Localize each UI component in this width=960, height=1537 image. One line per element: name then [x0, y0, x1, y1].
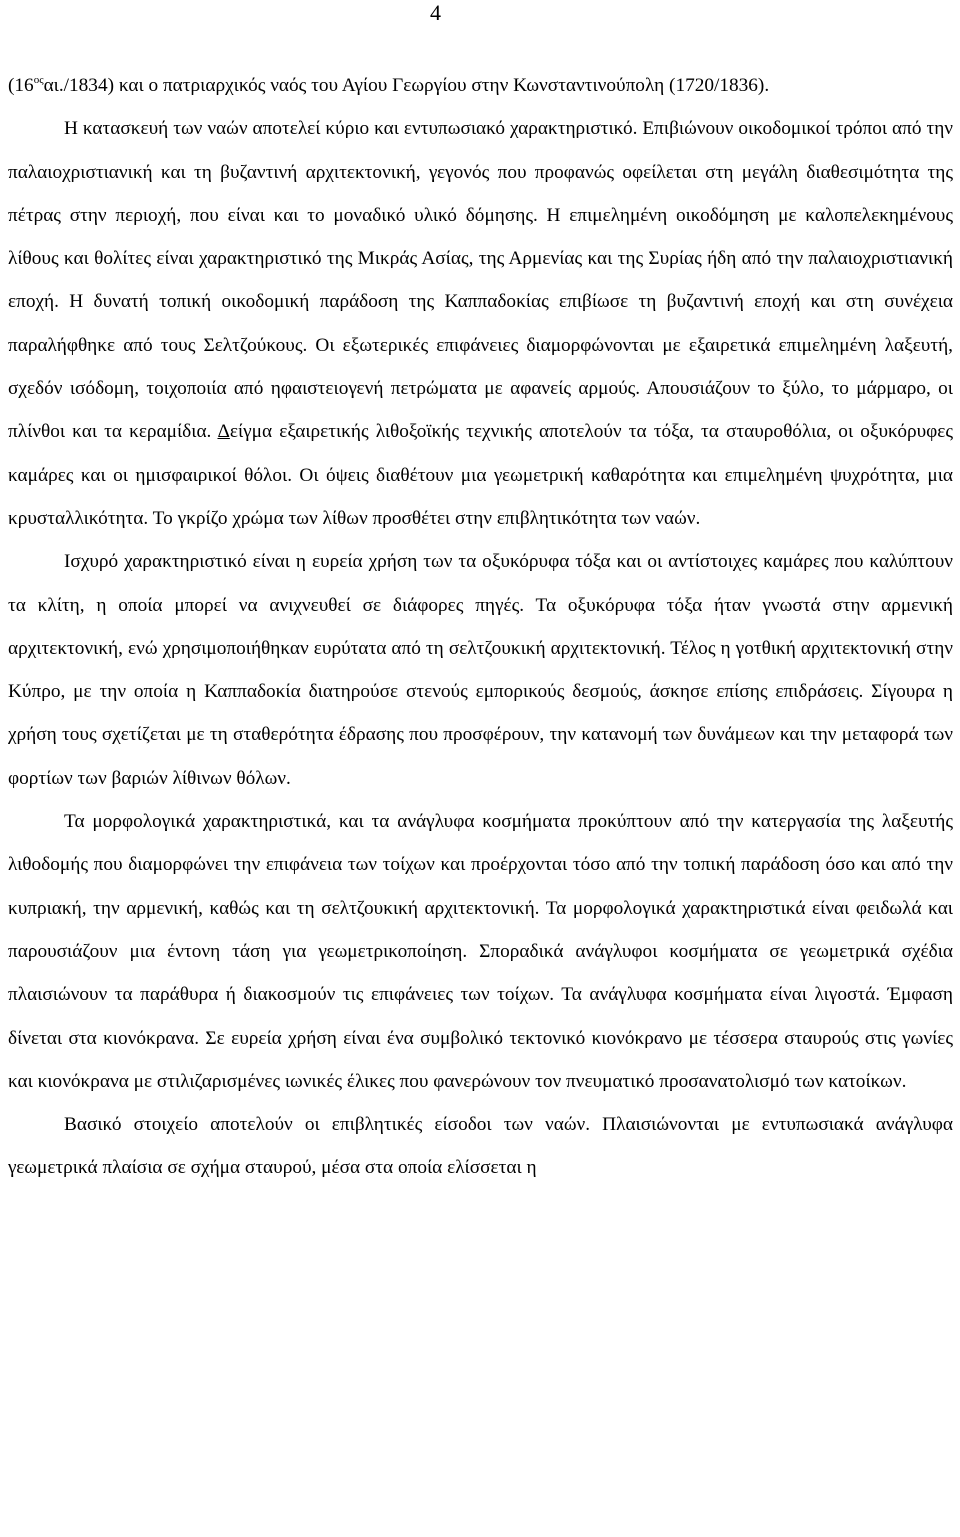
paragraph-2-text: Η κατασκευή των ναών αποτελεί κύριο και εντυπωσιακό χαρακτηριστικό. Επιβιώνουν οικοδομικοί τρόποι από την παλαιοχριστιανική και τη βυζαντινή αρχιτεκτονική, γεγονός που προφανώς οφείλεται στη μεγάλη διαθεσιμότητα της πέτρας στην περιοχή, που είναι και το μοναδικό υλικό δόμησης. Η επιμελημένη οικοδόμηση με καλοπελεκημένους λίθους και θολίτες είναι χαρακτηριστικό της Μικράς Ασίας, της Αρμενίας και της Συρίας ήδη από την παλαιοχριστιανική εποχή. Η δυνατή τοπική οικοδομική παράδοση της Καππαδοκίας επιβίωσε τη βυζαντινή εποχή και στη συνέχεια παραλήφθηκε από τους Σελτζούκους. Οι εξωτερικές επιφάνειες διαμορφώνονται με εξαιρετικά επιμελημένη λαξευτή, σχεδόν ισόδομη, τοιχοποιία από ηφαιστειογενή πετρώματα με αφανείς αρμούς. Απουσιάζουν το ξύλο, το μάρμαρο, οι πλίνθοι και τα κεραμίδια. — [8, 118, 953, 443]
paragraph-1-rest: αι./1834) και ο πατριαρχικός ναός του Αγίου Γεωργίου στην Κωνσταντινούπολη (1720/1836). — [43, 75, 770, 96]
paragraph-1-start: (16 — [8, 75, 34, 96]
page-number: 4 — [430, 0, 441, 25]
document-body — [8, 64, 953, 1190]
paragraph-2-continuation: είγμα εξαιρετικής λιθοξοϊκής τεχνικής αποτελούν τα τόξα, τα σταυροθόλια, οι οξυκόρυφες καμάρες και οι ημισφαιρικοί θόλοι. Οι όψεις διαθέτουν μια γεωμετρική καθαρότητα και επιμελημένη ψυχρότητα, μια κρυσταλλικότητα. Το γκρίζο χρώμα των λίθων προσθέτει στην επιβλητικότητα των ναών. — [8, 421, 953, 529]
ordinal-superscript: ος — [33, 74, 44, 86]
paragraph-1 — [8, 64, 953, 107]
paragraph-4: Τα μορφολογικά χαρακτηριστικά, και τα ανάγλυφα κοσμήματα προκύπτουν από την κατεργασία της λαξευτής λιθοδομής που διαμορφώνει την επιφάνεια των τοίχων και προέρχονται τόσο από την τοπική παράδοση όσο και από την κυπριακή, την αρμενική, καθώς και τη σελτζουκική αρχιτεκτονική. Τα μορφολογικά χαρακτηριστικά είναι φειδωλά και παρουσιάζουν μια έντονη τάση για γεωμετρικοποίηση. Σποραδικά ανάγλυφοι κοσμήματα σε γεωμετρικά σχέδια πλαισιώνουν τα παράθυρα ή διακοσμούν τις επιφάνειες των τοίχων. Τα ανάγλυφα κοσμήματα είναι λιγοστά. Έμφαση δίνεται στα κιονόκρανα. Σε ευρεία χρήση είναι ένα συμβολικό τεκτονικό κιονόκρανο με τέσσερα σταυρούς στις γωνίες και κιονόκρανα με στιλιζαρισμένες ιωνικές έλικες που φανερώνουν τον πνευματικό προσανατολισμό των κατοίκων. — [8, 811, 953, 1092]
underlined-letter: Δ — [217, 421, 230, 443]
paragraph-3: Ισχυρό χαρακτηριστικό είναι η ευρεία χρήση των τα οξυκόρυφα τόξα και οι αντίστοιχες καμάρες που καλύπτουν τα κλίτη, η οποία μπορεί να ανιχνευθεί σε διάφορες πηγές. Τα οξυκόρυφα τόξα ήταν γνωστά στην αρμενική αρχιτεκτονική, ενώ χρησιμοποιήθηκαν ευρύτατα από τη σελτζουκική αρχιτεκτονική. Τέλος η γοτθική αρχιτεκτονική στην Κύπρο, με την οποία η Καππαδοκία διατηρούσε στενούς εμπορικούς δεσμούς, άσκησε επίσης επιδράσεις. Σίγουρα η χρήση τους σχετίζεται με τη σταθερότητα έδρασης που προσφέρουν, την κατανομή των δυνάμεων και την μεταφορά των φορτίων των βαριών λίθινων θόλων. — [8, 551, 953, 789]
paragraph-2 — [8, 107, 953, 540]
paragraph-5: Βασικό στοιχείο αποτελούν οι επιβλητικές είσοδοι των ναών. Πλαισιώνονται με εντυπωσιακά ανάγλυφα γεωμετρικά πλαίσια σε σχήμα σταυρού, μέσα στα οποία ελίσσεται η — [8, 1114, 953, 1179]
